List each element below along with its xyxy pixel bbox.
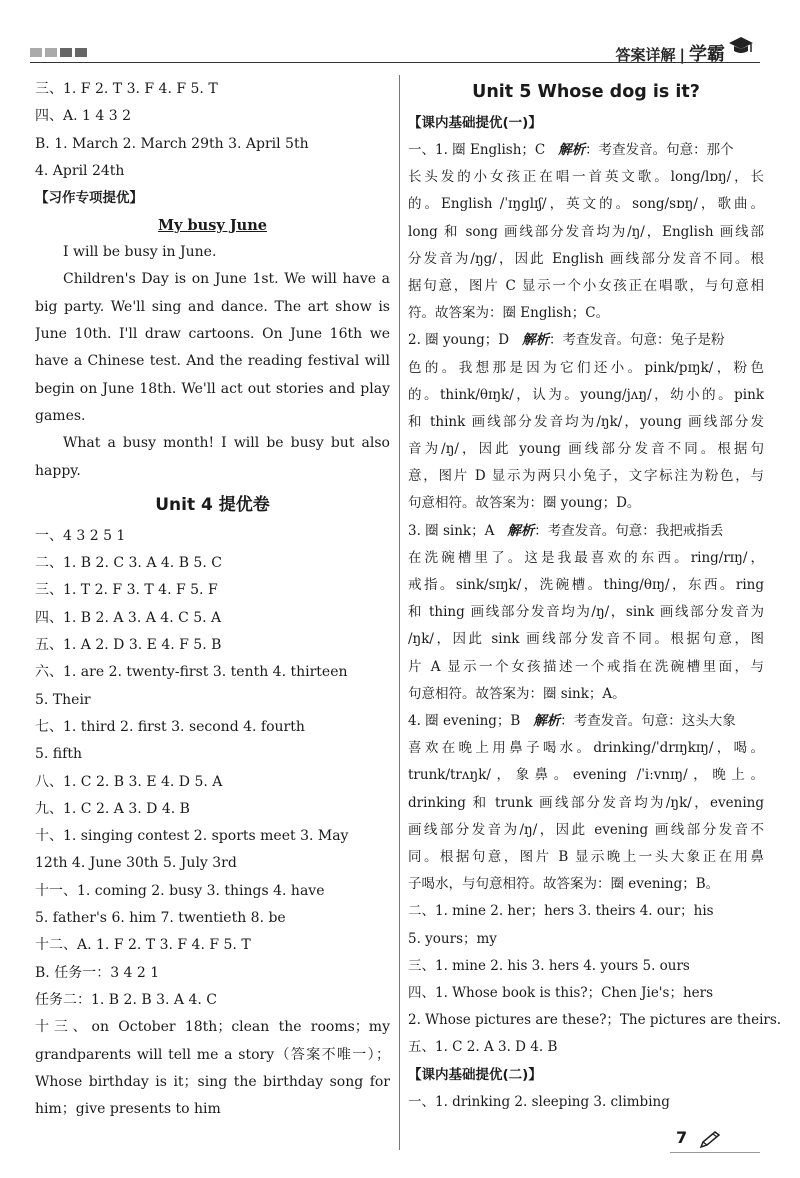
left-column (35, 76, 390, 1123)
analysis-line: 和 think 画线部分发音均为/ŋk/，young 画线部分发 (408, 413, 764, 430)
analysis-line: long 和 song 画线部分发音均为/ŋ/，English 画线部 (408, 223, 764, 240)
answer-line: 五、1. C 2. A 3. D 4. B (408, 1039, 558, 1056)
analysis-line: 句意相符。故答案为：圈 sink；A。 (408, 685, 626, 702)
answer-line: 5. father's 6. him 7. twentieth 8. be (35, 910, 286, 927)
answer-line: 十一、1. coming 2. busy 3. things 4. have (35, 882, 325, 899)
answer-line (408, 518, 764, 545)
answer-line: grandparents will tell me a story（答案不唯一）； (35, 1046, 390, 1063)
analysis-line: 片 A 显示一个女孩描述一个戒指在洗碗槽里面，与 (408, 658, 764, 675)
page-footer (670, 1128, 760, 1158)
footer-rule (670, 1152, 760, 1153)
answer-line: 四、1. Whose book is this?；Chen Jie's；hers (408, 984, 714, 1001)
answer-line: 十二、A. 1. F 2. T 3. F 4. F 5. T (35, 937, 251, 954)
analysis-line: 音为/ŋ/，因此 young 画线部分发音不同。根据句 (408, 441, 764, 458)
answer-line: 12th 4. June 30th 5. July 3rd (35, 855, 237, 872)
analysis-line: 戒指。sink/sɪŋk/，洗碗槽。thing/θɪŋ/，东西。ring (408, 577, 764, 594)
answer-line: 二、1. mine 2. her；hers 3. theirs 4. our；his (408, 903, 714, 920)
answer-line: 任务二：1. B 2. B 3. A 4. C (35, 991, 217, 1008)
analysis-text: ：考查发音。句意：兔子是粉 (548, 332, 725, 349)
answer-line: 三、1. mine 2. his 3. hers 4. yours 5. ours (408, 957, 690, 974)
essay-line: games. (35, 407, 86, 424)
answer-line: 5. yours；my (408, 930, 497, 947)
header-rule (30, 62, 760, 63)
section1-label: 【课内基础提优(一)】 (408, 115, 542, 131)
analysis-line: 的。think/θɪŋk/，认为。young/jʌŋ/，幼小的。pink (408, 386, 764, 403)
essay-title: My busy June (157, 217, 267, 235)
answer-line: 4. April 24th (35, 162, 125, 179)
page-header (0, 0, 800, 70)
header-separator: | (679, 46, 685, 64)
analysis-line: 意，图片 D 显示为两只小兔子，文字标注为粉色，与 (408, 468, 764, 485)
analysis-line: 句意相符。故答案为：圈 young；D。 (408, 495, 641, 512)
answer-line: 九、1. C 2. A 3. D 4. B (35, 800, 190, 817)
analysis-line: trunk/trʌŋk/，象鼻。evening /ˈiːvnɪŋ/，晚上。 (408, 767, 764, 784)
analysis-line: 据句意，图片 C 显示一个小女孩正在唱歌，与句意相 (408, 277, 764, 294)
essay-line: have a Chinese test. And the reading festival will (35, 353, 390, 370)
analysis-line: 画线部分发音为/ŋ/，因此 evening 画线部分发音不 (408, 821, 764, 838)
pencil-icon (698, 1130, 722, 1150)
answer-head: 2. 圈 young；D (408, 332, 510, 349)
answer-line (408, 708, 764, 735)
essay-line: happy. (35, 462, 81, 479)
answer-line: 三、1. F 2. T 3. F 4. F 5. T (35, 81, 218, 97)
analysis-line: 子喝水，与句意相符。故答案为：圈 evening；B。 (408, 876, 720, 893)
analysis-line: 分发音为/ŋg/，因此 English 画线部分发音不同。根 (408, 250, 764, 267)
column-divider (399, 75, 400, 1150)
analysis-line: 的。English /ˈɪŋglɪʃ/，英文的。song/sɒŋ/，歌曲。 (408, 196, 764, 213)
page-number: 7 (676, 1128, 688, 1147)
analysis-line: /ŋk/，因此 sink 画线部分发音不同。根据句意，图 (408, 631, 764, 648)
analysis-line: 喜欢在晚上用鼻子喝水。drinking/ˈdrɪŋkɪŋ/，喝。 (408, 740, 764, 757)
writing-section-label: 【习作专项提优】 (35, 190, 143, 207)
answer-line (408, 137, 764, 164)
analysis-label: 解析 (507, 522, 535, 539)
answer-head: 一、1. 圈 English；C (408, 142, 546, 158)
answer-line: 二、1. B 2. C 3. A 4. B 5. C (35, 555, 222, 572)
answer-line: B. 任务一：3 4 2 1 (35, 964, 160, 981)
essay-line: Children's Day is on June 1st. We will have a (63, 271, 390, 288)
essay-line: I will be busy in June. (63, 244, 217, 261)
analysis-line: drinking 和 trunk 画线部分发音均为/ŋk/，evening (408, 794, 764, 811)
unit5-title: Unit 5 Whose dog is it? (472, 82, 700, 102)
analysis-line: 同。根据句意，图片 B 显示晚上一头大象正在用鼻 (408, 848, 764, 865)
answer-line: 2. Whose pictures are these?；The pictures are theirs. (408, 1012, 782, 1029)
answer-line: 5. fifth (35, 746, 82, 763)
analysis-label: 解析 (558, 142, 586, 158)
header-brand: 学霸 (689, 44, 725, 65)
answer-line: 七、1. third 2. first 3. second 4. fourth (35, 718, 305, 735)
essay-line: What a busy month! I will be busy but also (63, 435, 390, 452)
header-title-text: 答案详解 (615, 46, 676, 64)
section2-label: 【课内基础提优(二)】 (408, 1066, 542, 1083)
analysis-line: 符。故答案为：圈 English；C。 (408, 305, 610, 322)
answer-line: 四、A. 1 4 3 2 (35, 108, 131, 125)
answer-line: 六、1. are 2. twenty-first 3. tenth 4. thirteen (35, 664, 348, 681)
answer-line: Whose birthday is it；sing the birthday song for (35, 1073, 390, 1090)
answer-line: him；give presents to him (35, 1101, 221, 1118)
analysis-line: 色的。我想那是因为它们还小。pink/pɪŋk/，粉色 (408, 359, 764, 376)
right-column (408, 76, 782, 1116)
answer-line: 十三、on October 18th；clean the rooms；my (35, 1019, 390, 1036)
essay-line: begin on June 18th. We'll act out stories and play (35, 380, 390, 397)
analysis-label: 解析 (533, 713, 561, 730)
unit4-title: Unit 4 提优卷 (155, 494, 270, 515)
analysis-text: ：考查发音。句意：这头大象 (560, 713, 736, 730)
analysis-text: ：考查发音。句意：那个 (585, 142, 734, 158)
answer-line: 四、1. B 2. A 3. A 4. C 5. A (35, 609, 222, 626)
answer-line: 5. Their (35, 691, 91, 708)
graduation-cap-icon (727, 34, 755, 56)
answer-head: 3. 圈 sink；A (408, 522, 495, 539)
analysis-line: 在洗碗槽里了。这是我最喜欢的东西。ring/rɪŋ/， (408, 549, 764, 566)
answer-line: 八、1. C 2. B 3. E 4. D 5. A (35, 773, 223, 790)
header-decoration (30, 48, 87, 57)
analysis-text: ：考查发音。句意：我把戒指丢 (534, 522, 724, 539)
answer-line: 三、1. T 2. F 3. T 4. F 5. F (35, 582, 218, 599)
answer-line (408, 327, 764, 354)
analysis-line: 和 thing 画线部分发音均为/ŋ/，sink 画线部分发音为 (408, 604, 764, 621)
answer-line: 一、1. drinking 2. sleeping 3. climbing (408, 1093, 670, 1110)
answer-head: 4. 圈 evening；B (408, 713, 521, 730)
answer-line: 五、1. A 2. D 3. E 4. F 5. B (35, 637, 222, 654)
analysis-line: 长头发的小女孩正在唱一首英文歌。long/lɒŋ/，长 (408, 169, 764, 186)
answer-line: B. 1. March 2. March 29th 3. April 5th (35, 135, 309, 152)
answer-line: 一、4 3 2 5 1 (35, 527, 126, 544)
analysis-label: 解析 (521, 332, 549, 349)
answer-line: 十、1. singing contest 2. sports meet 3. May (35, 828, 349, 845)
essay-line: June 10th. I'll draw cartoons. On June 16th we (35, 326, 390, 343)
essay-line: big party. We'll sing and dance. The art show is (35, 298, 390, 315)
